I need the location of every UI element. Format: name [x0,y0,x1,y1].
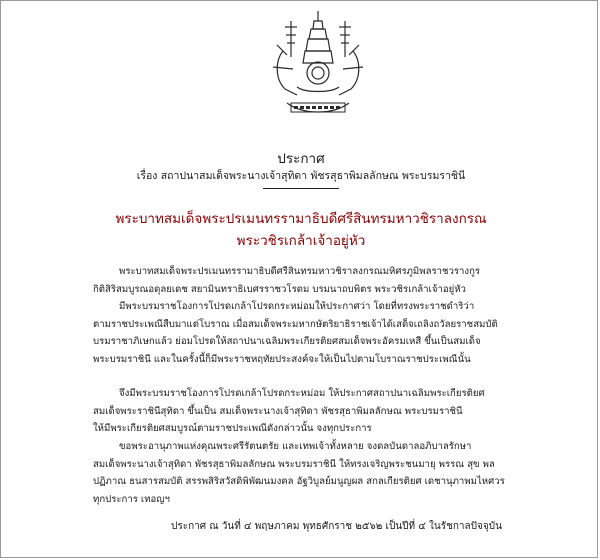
paragraph-line: ให้มีพระเกียรติยศสมบูรณ์ตามราชประเพณีดังกล่าวนั้น จงทุกประการ [93,423,372,434]
announcement-subject: เรื่อง สถาปนาสมเด็จพระนางเจ้าสุทิดา พัชรสุธาพิมลลักษณ พระบรมราชินี [136,170,466,182]
royal-emblem-icon [263,7,373,121]
paragraph-line: กิติสิริสมบูรณอดุลยเดช สยามินทราธิเบศรราชวโรดม บรมนาถบพิตร พระวชิรเกล้าเจ้าอยู่หัว [93,283,466,295]
paragraph-line: พระบาทสมเด็จพระปรเมนทรรามาธิบดีศรีสินทรมหาวชิราลงกรณมหิศรภูมิพลราชวรางกูร [119,266,481,277]
paragraph-line: ตามราชประเพณีสืบมาแต่โบราณ เมื่อสมเด็จพระมหากษัตริยาธิราชเจ้าได้เสด็จเถลิงถวัลยราชสมบัติ [93,318,498,330]
king-title-line-2: พระวชิรเกล้าเจ้าอยู่หัว [236,233,366,249]
paragraph-line: ปฏิภาณ ธนสารสมบัติ สรรพสิริสวัสดิพิพัฒนมงคล อัฐวิบูลย์มนูญผล สกลเกียรติยศ เดชานุภาพมไหศวร [93,476,505,487]
paragraph-line: บรมราชาภิเษกแล้ว ย่อมโปรดให้สถาปนาเฉลิมพระเกียรติยศสมเด็จพระอัครมเหสี ขึ้นเป็นสมเด็จ [93,336,481,347]
paragraph-3 [93,385,525,438]
announcement-title: ประกาศ [277,151,325,167]
paragraph-2 [93,298,525,368]
paragraph-line: ขอพระอานุภาพแห่งคุณพระศรีรัตนตรัย และเทพเจ้าทั้งหลาย จงดลบันดาลอภิบาลรักษา [119,441,472,452]
paragraph-1 [93,263,525,298]
paragraph-4 [93,438,525,508]
paragraph-line: สมเด็จพระราชินีสุทิดา ขึ้นเป็น สมเด็จพระนางเจ้าสุทิดา พัชรสุธาพิมลลักษณ พระบรมราชินี [93,405,463,417]
title-divider [263,188,339,189]
announcement-date: ประกาศ ณ วันที่ ๔ พฤษภาคม พุทธศักราช ๒๕๖๒ เป็นปีที่ ๔ ในรัชกาลปัจจุบัน [171,521,502,532]
king-title-line-1: พระบาทสมเด็จพระปรเมนทรรามาธิบดีศรีสินทรมหาวชิราลงกรณ [115,211,487,227]
paragraph-line: พระบรมราชินี และในครั้งนี้ก็มีพระราชหฤทัยประสงค์จะให้เป็นไปตามโบราณราชประเพณีนั้น [93,353,471,365]
paragraph-line: ทุกประการ เทอญฯ [93,493,170,505]
paragraph-line: สมเด็จพระนางเจ้าสุทิดา พัชรสุธาพิมลลักษณ พระบรมราชินี ให้ทรงเจริญพระชนมายุ พรรณ สุข พล [93,458,495,470]
paragraph-line: มีพระบรมราชโองการโปรดเกล้าโปรดกระหม่อมให้ประกาศว่า โดยที่ทรงพระราชดำริว่า [119,301,475,312]
paragraph-line: จึงมีพระบรมราชโองการโปรดเกล้าโปรดกระหม่อม ให้ประกาศสถาปนาเฉลิมพระเกียรติยศ [119,388,485,399]
